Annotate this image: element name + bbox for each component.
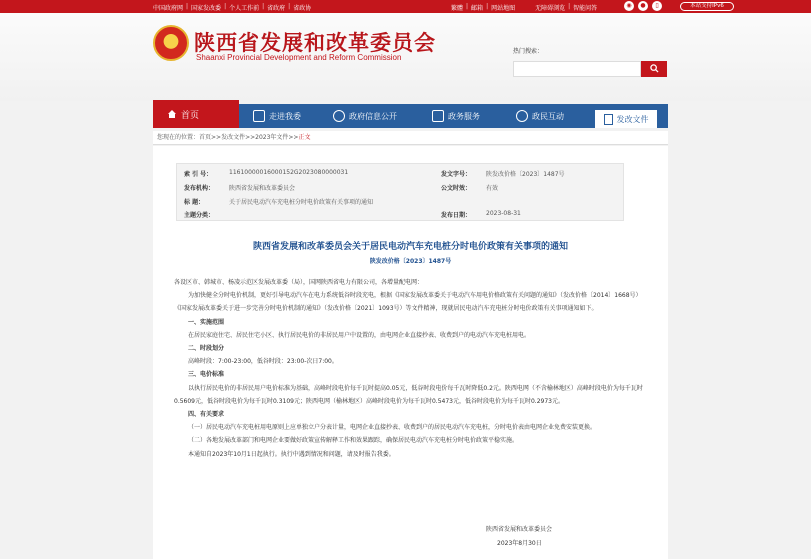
meta-org-label: 发布机构： [184, 185, 215, 192]
meta-date-value: 2023-08-31 [486, 210, 521, 217]
section-heading: 三、电价标准 [188, 371, 225, 379]
article-paragraph: 以执行居民电价的非居民用户电价标准为基础，高峰时段电价每千瓦时提高0.05元，低谷时段电价每千瓦时降低0.2元。陕西电网（不含榆林地区）高峰时段电价为每千瓦时0.5609元，低谷时段电价为每千瓦时0.3109元；陕西电网（榆林地区）高峰时段电价为每千瓦时0.5473元，低谷时段电价为每千瓦时0.2973元。 [174, 384, 643, 405]
chat-icon [516, 110, 528, 122]
weibo-icon[interactable]: ◉ [624, 1, 634, 11]
article-title: 陕西省发展和改革委员会关于居民电动汽车充电桩分时电价政策有关事项的通知 [252, 242, 568, 252]
section-heading: 四、有关要求 [188, 411, 225, 419]
top-link[interactable]: 网站地图 [491, 5, 516, 12]
nav-label: 政府信息公开 [349, 111, 397, 121]
article-paragraph: 本通知自2023年10月1日起执行。执行中遇到情况和问题，请及时报告我委。 [188, 450, 395, 458]
article-salutation: 各设区市、韩城市、杨凌示范区发展改革委（局），国网陕西省电力有限公司，各增量配电网： [174, 279, 424, 286]
meta-index-value: 11610000016000152G2023080000031 [229, 169, 349, 176]
meta-date-label: 发布日期： [441, 212, 472, 219]
meta-validity-label: 公文时效： [441, 185, 472, 192]
nav-services[interactable] [432, 104, 480, 128]
article-paragraph: （一）居民电动汽车充电桩用电原则上应单独立户分表计量，电网企业直接抄表、收费到户的居民电动汽车充电桩，分时电价表由电网企业免费安装更换。 [188, 424, 597, 432]
section-heading: 一、实施范围 [188, 318, 225, 326]
nav-interaction[interactable] [516, 104, 564, 128]
hot-search-label: 热门搜索： [513, 48, 544, 55]
top-link[interactable]: 国家发改委 [191, 5, 222, 12]
top-link[interactable]: 省政府 [267, 5, 286, 12]
article-docno: 陕发改价格〔2023〕1487号 [369, 258, 452, 265]
top-link[interactable]: 繁體 [451, 5, 464, 12]
social-icons [624, 1, 662, 11]
article-paragraph: 高峰时段：7:00-23:00，低谷时段：23:00-次日7:00。 [188, 358, 338, 366]
national-emblem-icon [153, 25, 189, 61]
search-icon [650, 64, 659, 73]
nav-label: 发改文件 [616, 114, 649, 124]
meta-category-label: 主题分类： [184, 212, 215, 219]
document-meta-table [176, 163, 624, 221]
nav-home[interactable] [153, 100, 239, 128]
government-icon [432, 110, 444, 122]
nav-home-label: 首页 [181, 110, 200, 121]
article-body [174, 276, 646, 461]
nav-label: 政民互动 [532, 111, 564, 121]
top-links-right: 繁體 | 邮箱 | 网站地图 无障碍浏览 | 智能问答 [451, 3, 598, 12]
top-link[interactable]: 邮箱 [471, 5, 484, 12]
search-button[interactable] [641, 61, 667, 77]
article-signature: 陕西省发展和改革委员会 [486, 526, 553, 533]
breadcrumb-prefix: 您现在的位置： [157, 134, 200, 141]
nav-label: 政务服务 [448, 111, 480, 121]
article-paragraph: （二）各地发展改革部门和电网企业要做好政策宣传解释工作和效果跟踪，确保居民电动汽车充电桩分时电价政策平稳实施。 [188, 437, 519, 445]
breadcrumb-current: 正文 [298, 134, 311, 141]
meta-docno-label: 发文字号： [441, 171, 472, 178]
nav-about[interactable] [253, 104, 301, 128]
meta-subject-value: 关于居民电动汽车充电桩分时电价政策有关事项的通知 [229, 199, 374, 206]
top-links-left: 中国政府网 | 国家发改委 | 个人工作前 | 省政府 | 省政协 [153, 3, 312, 12]
breadcrumb-path[interactable]: 首页>>发改文件>>2023年文件>> [199, 134, 299, 141]
home-icon [167, 109, 177, 119]
top-bar [0, 0, 811, 13]
top-link[interactable]: 无障碍浏览 [535, 5, 566, 12]
top-link[interactable]: 省政协 [293, 5, 312, 12]
wechat-icon[interactable]: ● [638, 1, 648, 11]
top-link[interactable]: 中国政府网 [153, 5, 184, 12]
search-input[interactable] [513, 61, 641, 77]
document-icon [604, 114, 613, 125]
meta-validity-value: 有效 [486, 185, 499, 192]
article-date: 2023年8月30日 [497, 540, 542, 547]
section-heading: 二、时段划分 [188, 345, 225, 353]
nav-info-disclosure[interactable] [333, 104, 397, 128]
article-paragraph: 在居民家庭住宅、居民住宅小区、执行居民电价的非居民用户中设置的，由电网企业直接抄表、收费到户的电动汽车充电桩用电。 [188, 331, 531, 339]
broadcast-icon [333, 110, 345, 122]
nav-label: 走进我委 [269, 111, 301, 121]
breadcrumb [153, 131, 668, 145]
meta-index-label: 索 引 号： [184, 171, 213, 178]
site-title[interactable]: 陕西省发展和改革委员会 [194, 30, 436, 55]
meta-org-value: 陕西省发展和改革委员会 [229, 185, 296, 192]
meta-subject-label: 标 题： [184, 199, 205, 206]
site-subtitle: Shaanxi Provincial Development and Reform Commission [196, 53, 402, 62]
top-link[interactable]: 个人工作前 [229, 5, 260, 12]
ipv6-badge: 本站支持IPv6 [680, 2, 734, 11]
building-icon [253, 110, 265, 122]
meta-docno-value: 陕发改价格〔2023〕1487号 [486, 171, 565, 178]
nav-documents[interactable] [595, 108, 657, 128]
top-link[interactable]: 智能问答 [573, 5, 598, 12]
article-paragraph: 为加快健全分时电价机制，更好引导电动汽车在电力系统低谷时段充电，根据《国家发展改革委关于电动汽车用电价格政策有关问题的通知》（发改价格〔2014〕1668号）《国家发展改革委关于进一步完善分时电价机制的通知》（发改价格〔2021〕1093号）等文件精神，现就居民电动汽车充电桩分时电价政策有关事项通知如下。 [174, 292, 642, 313]
mobile-icon[interactable]: ▯ [652, 1, 662, 11]
